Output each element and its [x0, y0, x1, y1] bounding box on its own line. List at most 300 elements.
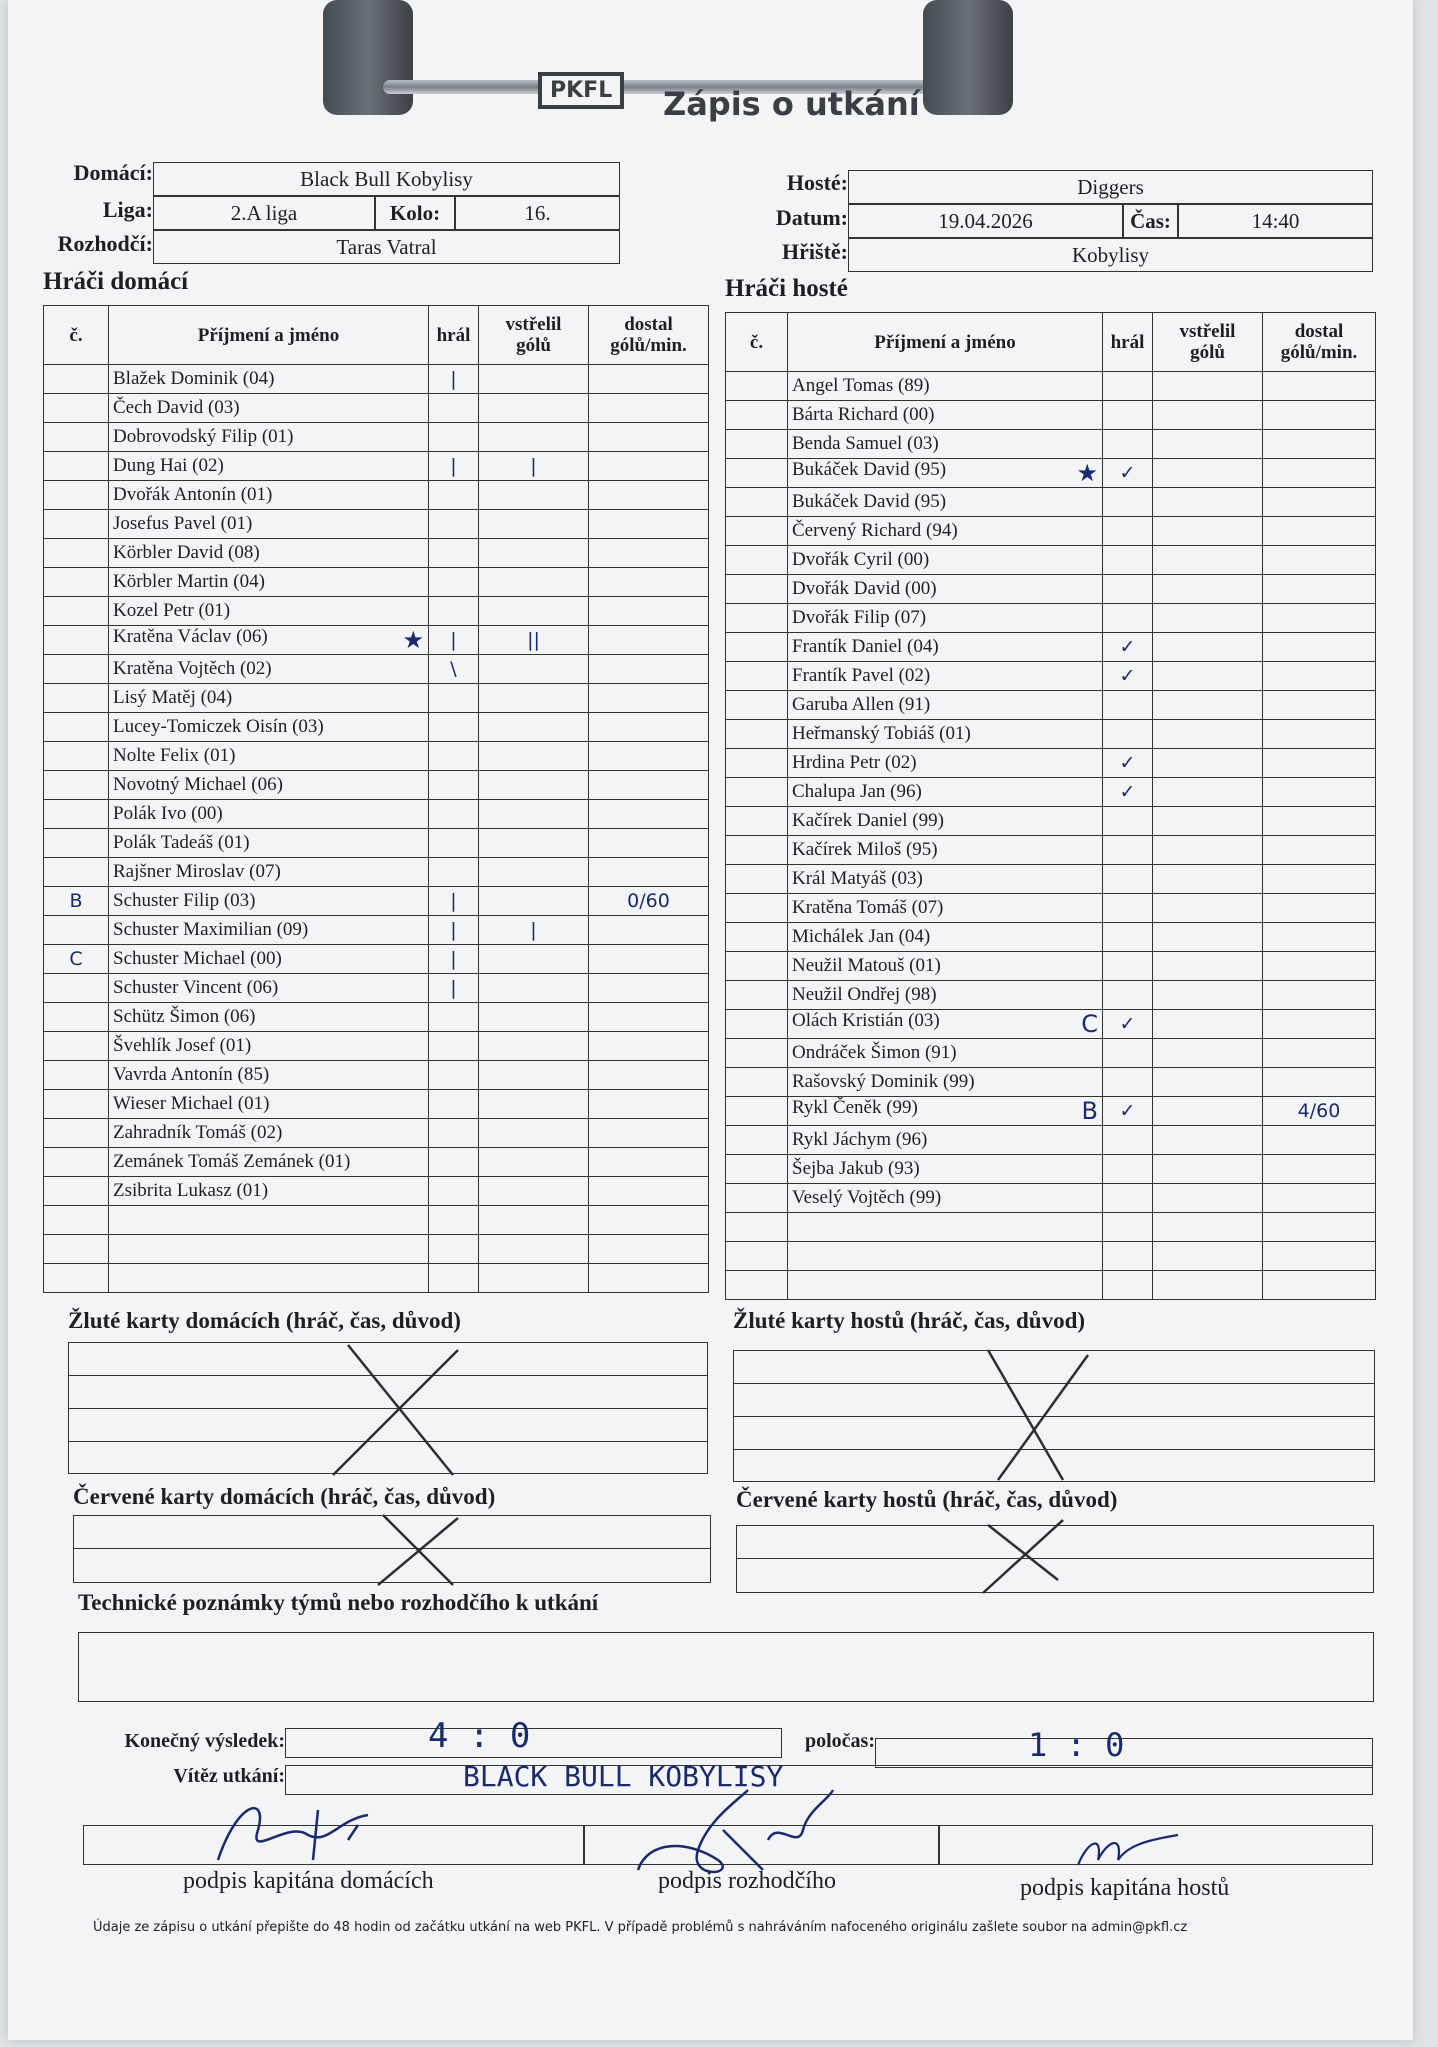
goals-cell[interactable] [1153, 720, 1263, 749]
goals-cell[interactable] [1153, 546, 1263, 575]
player-number-cell[interactable] [726, 633, 788, 662]
played-cell[interactable] [429, 829, 479, 858]
played-cell[interactable] [429, 1032, 479, 1061]
goals-cell[interactable]: | [479, 452, 589, 481]
conceded-cell[interactable] [589, 365, 709, 394]
goals-cell[interactable] [1153, 923, 1263, 952]
goals-cell[interactable]: || [479, 626, 589, 655]
conceded-cell[interactable] [589, 1177, 709, 1206]
played-cell[interactable] [1103, 1155, 1153, 1184]
conceded-cell[interactable] [1263, 894, 1376, 923]
conceded-cell[interactable] [1263, 1213, 1376, 1242]
player-name-cell[interactable]: Rykl Čeněk (99) B [788, 1097, 1103, 1126]
goals-cell[interactable] [1153, 749, 1263, 778]
goals-cell[interactable] [1153, 604, 1263, 633]
goals-cell[interactable] [1153, 1184, 1263, 1213]
player-name-cell[interactable]: Chalupa Jan (96) [788, 778, 1103, 807]
player-number-cell[interactable] [726, 459, 788, 488]
conceded-cell[interactable] [589, 539, 709, 568]
goals-cell[interactable] [1153, 894, 1263, 923]
conceded-cell[interactable] [1263, 865, 1376, 894]
player-number-cell[interactable] [726, 865, 788, 894]
player-number-cell[interactable] [44, 1061, 109, 1090]
played-cell[interactable] [1103, 430, 1153, 459]
player-number-cell[interactable] [44, 1264, 109, 1293]
player-number-cell[interactable] [44, 858, 109, 887]
home-team-field[interactable]: Black Bull Kobylisy [153, 162, 620, 196]
conceded-cell[interactable] [589, 916, 709, 945]
round-field[interactable]: 16. [455, 196, 620, 230]
played-cell[interactable] [429, 1061, 479, 1090]
player-number-cell[interactable] [726, 662, 788, 691]
player-number-cell[interactable] [726, 1155, 788, 1184]
player-number-cell[interactable] [726, 604, 788, 633]
conceded-cell[interactable] [1263, 1184, 1376, 1213]
played-cell[interactable] [429, 1148, 479, 1177]
conceded-cell[interactable] [589, 1119, 709, 1148]
played-cell[interactable] [1103, 488, 1153, 517]
time-field[interactable]: 14:40 [1178, 204, 1373, 238]
player-name-cell[interactable]: Novotný Michael (06) [109, 771, 429, 800]
player-number-cell[interactable] [44, 539, 109, 568]
player-number-cell[interactable] [726, 691, 788, 720]
player-name-cell[interactable]: Frantík Daniel (04) [788, 633, 1103, 662]
conceded-cell[interactable] [1263, 807, 1376, 836]
player-name-cell[interactable]: Kratěna Vojtěch (02) [109, 655, 429, 684]
player-number-cell[interactable] [726, 1039, 788, 1068]
player-number-cell[interactable] [44, 1003, 109, 1032]
player-name-cell[interactable]: Bukáček David (95) [788, 488, 1103, 517]
player-name-cell[interactable]: Rykl Jáchym (96) [788, 1126, 1103, 1155]
conceded-cell[interactable] [589, 626, 709, 655]
played-cell[interactable] [429, 539, 479, 568]
conceded-cell[interactable] [1263, 1068, 1376, 1097]
goals-cell[interactable] [479, 771, 589, 800]
played-cell[interactable] [1103, 836, 1153, 865]
conceded-cell[interactable] [1263, 720, 1376, 749]
played-cell[interactable]: | [429, 887, 479, 916]
conceded-cell[interactable] [1263, 546, 1376, 575]
player-number-cell[interactable]: B [44, 887, 109, 916]
goals-cell[interactable] [1153, 1097, 1263, 1126]
conceded-cell[interactable] [1263, 459, 1376, 488]
player-number-cell[interactable] [726, 488, 788, 517]
player-name-cell[interactable]: Šejba Jakub (93) [788, 1155, 1103, 1184]
player-number-cell[interactable] [726, 1271, 788, 1300]
goals-cell[interactable] [1153, 517, 1263, 546]
played-cell[interactable] [429, 394, 479, 423]
conceded-cell[interactable] [1263, 1126, 1376, 1155]
player-name-cell[interactable]: Nolte Felix (01) [109, 742, 429, 771]
player-name-cell[interactable]: Bukáček David (95) ★ [788, 459, 1103, 488]
played-cell[interactable] [1103, 720, 1153, 749]
player-name-cell[interactable]: Dvořák Antonín (01) [109, 481, 429, 510]
conceded-cell[interactable] [1263, 1010, 1376, 1039]
conceded-cell[interactable] [589, 858, 709, 887]
conceded-cell[interactable] [1263, 575, 1376, 604]
player-number-cell[interactable] [44, 1032, 109, 1061]
goals-cell[interactable] [479, 1264, 589, 1293]
conceded-cell[interactable] [1263, 749, 1376, 778]
conceded-cell[interactable] [1263, 1155, 1376, 1184]
goals-cell[interactable] [479, 945, 589, 974]
player-name-cell[interactable]: Polák Ivo (00) [109, 800, 429, 829]
played-cell[interactable] [429, 1177, 479, 1206]
player-number-cell[interactable] [44, 1206, 109, 1235]
conceded-cell[interactable] [589, 1264, 709, 1293]
conceded-cell[interactable] [1263, 1039, 1376, 1068]
player-number-cell[interactable] [44, 597, 109, 626]
played-cell[interactable] [429, 1264, 479, 1293]
played-cell[interactable] [1103, 1271, 1153, 1300]
conceded-cell[interactable] [589, 655, 709, 684]
conceded-cell[interactable] [589, 1032, 709, 1061]
goals-cell[interactable] [1153, 691, 1263, 720]
player-name-cell[interactable]: Rajšner Miroslav (07) [109, 858, 429, 887]
player-number-cell[interactable] [726, 1213, 788, 1242]
played-cell[interactable] [1103, 1126, 1153, 1155]
goals-cell[interactable] [479, 887, 589, 916]
conceded-cell[interactable] [589, 742, 709, 771]
conceded-cell[interactable] [589, 568, 709, 597]
player-number-cell[interactable] [44, 713, 109, 742]
player-name-cell[interactable]: Kačírek Miloš (95) [788, 836, 1103, 865]
played-cell[interactable] [429, 1119, 479, 1148]
conceded-cell[interactable] [589, 1235, 709, 1264]
player-name-cell[interactable] [788, 1242, 1103, 1271]
conceded-cell[interactable] [1263, 952, 1376, 981]
player-name-cell[interactable]: Dvořák Cyril (00) [788, 546, 1103, 575]
conceded-cell[interactable] [1263, 633, 1376, 662]
player-name-cell[interactable]: Josefus Pavel (01) [109, 510, 429, 539]
player-name-cell[interactable]: Schuster Michael (00) [109, 945, 429, 974]
goals-cell[interactable] [479, 1119, 589, 1148]
goals-cell[interactable] [1153, 459, 1263, 488]
player-name-cell[interactable]: Schütz Šimon (06) [109, 1003, 429, 1032]
played-cell[interactable] [1103, 923, 1153, 952]
player-number-cell[interactable] [726, 575, 788, 604]
played-cell[interactable]: | [429, 365, 479, 394]
goals-cell[interactable] [479, 684, 589, 713]
conceded-cell[interactable] [589, 481, 709, 510]
goals-cell[interactable] [479, 1235, 589, 1264]
conceded-cell[interactable] [589, 597, 709, 626]
conceded-cell[interactable] [1263, 517, 1376, 546]
player-number-cell[interactable] [44, 626, 109, 655]
player-number-cell[interactable] [44, 568, 109, 597]
goals-cell[interactable] [1153, 981, 1263, 1010]
conceded-cell[interactable] [1263, 662, 1376, 691]
goals-cell[interactable] [479, 1090, 589, 1119]
player-number-cell[interactable] [726, 749, 788, 778]
conceded-cell[interactable] [1263, 430, 1376, 459]
player-number-cell[interactable] [726, 894, 788, 923]
conceded-cell[interactable] [1263, 401, 1376, 430]
player-name-cell[interactable]: Frantík Pavel (02) [788, 662, 1103, 691]
played-cell[interactable]: ✓ [1103, 1097, 1153, 1126]
player-number-cell[interactable] [44, 974, 109, 1003]
player-name-cell[interactable]: Ondráček Šimon (91) [788, 1039, 1103, 1068]
played-cell[interactable] [1103, 1184, 1153, 1213]
played-cell[interactable] [429, 1090, 479, 1119]
player-name-cell[interactable]: Dung Hai (02) [109, 452, 429, 481]
played-cell[interactable]: | [429, 452, 479, 481]
player-name-cell[interactable]: Polák Tadeáš (01) [109, 829, 429, 858]
league-field[interactable]: 2.A liga [153, 196, 375, 230]
player-number-cell[interactable] [44, 1235, 109, 1264]
player-name-cell[interactable]: Körbler David (08) [109, 539, 429, 568]
played-cell[interactable] [429, 1206, 479, 1235]
player-name-cell[interactable]: Červený Richard (94) [788, 517, 1103, 546]
played-cell[interactable]: ✓ [1103, 749, 1153, 778]
conceded-cell[interactable] [1263, 1242, 1376, 1271]
goals-cell[interactable] [479, 858, 589, 887]
played-cell[interactable] [1103, 1068, 1153, 1097]
referee-field[interactable]: Taras Vatral [153, 230, 620, 264]
player-name-cell[interactable]: Hrdina Petr (02) [788, 749, 1103, 778]
player-name-cell[interactable]: Lisý Matěj (04) [109, 684, 429, 713]
played-cell[interactable] [429, 800, 479, 829]
player-name-cell[interactable]: Král Matyáš (03) [788, 865, 1103, 894]
conceded-cell[interactable] [589, 1090, 709, 1119]
goals-cell[interactable] [479, 481, 589, 510]
goals-cell[interactable] [1153, 778, 1263, 807]
conceded-cell[interactable] [589, 771, 709, 800]
played-cell[interactable] [429, 568, 479, 597]
player-number-cell[interactable] [726, 430, 788, 459]
player-name-cell[interactable]: Schuster Filip (03) [109, 887, 429, 916]
conceded-cell[interactable] [1263, 778, 1376, 807]
goals-cell[interactable] [479, 655, 589, 684]
played-cell[interactable] [429, 771, 479, 800]
goals-cell[interactable] [1153, 401, 1263, 430]
played-cell[interactable] [1103, 1039, 1153, 1068]
goals-cell[interactable] [479, 365, 589, 394]
player-number-cell[interactable] [44, 394, 109, 423]
player-name-cell[interactable]: Dobrovodský Filip (01) [109, 423, 429, 452]
player-number-cell[interactable] [726, 952, 788, 981]
player-name-cell[interactable]: Heřmanský Tobiáš (01) [788, 720, 1103, 749]
conceded-cell[interactable] [589, 423, 709, 452]
goals-cell[interactable] [1153, 1039, 1263, 1068]
goals-cell[interactable] [479, 1032, 589, 1061]
player-name-cell[interactable]: Michálek Jan (04) [788, 923, 1103, 952]
played-cell[interactable]: | [429, 974, 479, 1003]
player-number-cell[interactable] [726, 836, 788, 865]
player-name-cell[interactable]: Olách Kristián (03) C [788, 1010, 1103, 1039]
player-number-cell[interactable] [44, 829, 109, 858]
player-number-cell[interactable] [726, 1242, 788, 1271]
conceded-cell[interactable] [589, 1148, 709, 1177]
goals-cell[interactable] [1153, 1068, 1263, 1097]
player-number-cell[interactable] [44, 1148, 109, 1177]
player-name-cell[interactable]: Švehlík Josef (01) [109, 1032, 429, 1061]
player-name-cell[interactable]: Angel Tomas (89) [788, 372, 1103, 401]
played-cell[interactable] [1103, 952, 1153, 981]
goals-cell[interactable] [479, 742, 589, 771]
conceded-cell[interactable] [589, 829, 709, 858]
conceded-cell[interactable] [589, 1061, 709, 1090]
player-number-cell[interactable] [726, 778, 788, 807]
final-result-field[interactable] [285, 1728, 782, 1758]
conceded-cell[interactable] [589, 945, 709, 974]
played-cell[interactable] [1103, 807, 1153, 836]
player-name-cell[interactable]: Neužil Ondřej (98) [788, 981, 1103, 1010]
player-name-cell[interactable]: Zemánek Tomáš Zemánek (01) [109, 1148, 429, 1177]
conceded-cell[interactable] [1263, 981, 1376, 1010]
notes-box[interactable] [78, 1632, 1374, 1702]
conceded-cell[interactable] [1263, 836, 1376, 865]
player-number-cell[interactable] [726, 546, 788, 575]
player-name-cell[interactable]: Kratěna Tomáš (07) [788, 894, 1103, 923]
played-cell[interactable]: | [429, 945, 479, 974]
played-cell[interactable]: \ [429, 655, 479, 684]
conceded-cell[interactable] [589, 1206, 709, 1235]
player-number-cell[interactable] [44, 1119, 109, 1148]
played-cell[interactable] [429, 713, 479, 742]
player-name-cell[interactable]: Dvořák Filip (07) [788, 604, 1103, 633]
player-number-cell[interactable] [726, 1097, 788, 1126]
goals-cell[interactable] [1153, 1271, 1263, 1300]
player-number-cell[interactable] [44, 481, 109, 510]
conceded-cell[interactable] [1263, 691, 1376, 720]
player-name-cell[interactable]: Schuster Maximilian (09) [109, 916, 429, 945]
venue-field[interactable]: Kobylisy [848, 238, 1373, 272]
player-name-cell[interactable]: Wieser Michael (01) [109, 1090, 429, 1119]
player-name-cell[interactable]: Vavrda Antonín (85) [109, 1061, 429, 1090]
player-name-cell[interactable]: Schuster Vincent (06) [109, 974, 429, 1003]
played-cell[interactable] [1103, 575, 1153, 604]
player-number-cell[interactable]: C [44, 945, 109, 974]
player-number-cell[interactable] [726, 1010, 788, 1039]
conceded-cell[interactable] [589, 394, 709, 423]
player-number-cell[interactable] [726, 372, 788, 401]
played-cell[interactable] [1103, 981, 1153, 1010]
played-cell[interactable] [429, 481, 479, 510]
player-name-cell[interactable]: Benda Samuel (03) [788, 430, 1103, 459]
player-number-cell[interactable] [44, 1177, 109, 1206]
player-number-cell[interactable] [726, 401, 788, 430]
played-cell[interactable] [1103, 517, 1153, 546]
played-cell[interactable] [429, 742, 479, 771]
played-cell[interactable] [1103, 604, 1153, 633]
player-number-cell[interactable] [44, 771, 109, 800]
goals-cell[interactable] [479, 539, 589, 568]
conceded-cell[interactable] [589, 452, 709, 481]
goals-cell[interactable] [479, 568, 589, 597]
goals-cell[interactable] [479, 829, 589, 858]
played-cell[interactable] [429, 1003, 479, 1032]
player-name-cell[interactable] [788, 1271, 1103, 1300]
goals-cell[interactable] [1153, 1213, 1263, 1242]
goals-cell[interactable] [1153, 575, 1263, 604]
player-name-cell[interactable] [109, 1235, 429, 1264]
player-number-cell[interactable] [44, 1090, 109, 1119]
played-cell[interactable] [429, 597, 479, 626]
goals-cell[interactable] [1153, 865, 1263, 894]
player-number-cell[interactable] [44, 742, 109, 771]
played-cell[interactable]: | [429, 626, 479, 655]
player-name-cell[interactable]: Dvořák David (00) [788, 575, 1103, 604]
player-name-cell[interactable]: Kratěna Václav (06) ★ [109, 626, 429, 655]
goals-cell[interactable] [479, 713, 589, 742]
goals-cell[interactable] [479, 1206, 589, 1235]
played-cell[interactable]: ✓ [1103, 459, 1153, 488]
played-cell[interactable]: ✓ [1103, 633, 1153, 662]
conceded-cell[interactable] [1263, 488, 1376, 517]
player-name-cell[interactable]: Bárta Richard (00) [788, 401, 1103, 430]
goals-cell[interactable] [479, 800, 589, 829]
player-number-cell[interactable] [44, 684, 109, 713]
conceded-cell[interactable] [589, 713, 709, 742]
conceded-cell[interactable] [1263, 372, 1376, 401]
player-number-cell[interactable] [726, 1068, 788, 1097]
played-cell[interactable]: ✓ [1103, 1010, 1153, 1039]
goals-cell[interactable] [479, 974, 589, 1003]
player-number-cell[interactable] [44, 655, 109, 684]
player-number-cell[interactable] [726, 1184, 788, 1213]
goals-cell[interactable] [479, 1148, 589, 1177]
played-cell[interactable] [429, 423, 479, 452]
conceded-cell[interactable] [589, 800, 709, 829]
goals-cell[interactable] [1153, 807, 1263, 836]
played-cell[interactable]: ✓ [1103, 778, 1153, 807]
goals-cell[interactable] [1153, 372, 1263, 401]
played-cell[interactable] [1103, 691, 1153, 720]
played-cell[interactable] [429, 684, 479, 713]
goals-cell[interactable] [479, 1177, 589, 1206]
goals-cell[interactable] [1153, 430, 1263, 459]
goals-cell[interactable] [1153, 488, 1263, 517]
goals-cell[interactable] [1153, 1155, 1263, 1184]
conceded-cell[interactable] [589, 1003, 709, 1032]
player-name-cell[interactable]: Neužil Matouš (01) [788, 952, 1103, 981]
goals-cell[interactable] [1153, 1242, 1263, 1271]
goals-cell[interactable]: | [479, 916, 589, 945]
player-number-cell[interactable] [44, 916, 109, 945]
player-name-cell[interactable]: Kačírek Daniel (99) [788, 807, 1103, 836]
player-name-cell[interactable]: Zsibrita Lukasz (01) [109, 1177, 429, 1206]
player-name-cell[interactable]: Blažek Dominik (04) [109, 365, 429, 394]
goals-cell[interactable] [479, 597, 589, 626]
conceded-cell[interactable] [589, 974, 709, 1003]
player-name-cell[interactable]: Kozel Petr (01) [109, 597, 429, 626]
conceded-cell[interactable]: 4/60 [1263, 1097, 1376, 1126]
played-cell[interactable] [429, 1235, 479, 1264]
goals-cell[interactable] [479, 1003, 589, 1032]
played-cell[interactable] [429, 858, 479, 887]
player-number-cell[interactable] [726, 517, 788, 546]
goals-cell[interactable] [479, 510, 589, 539]
goals-cell[interactable] [1153, 836, 1263, 865]
goals-cell[interactable] [479, 423, 589, 452]
player-number-cell[interactable] [726, 1126, 788, 1155]
goals-cell[interactable] [1153, 952, 1263, 981]
player-name-cell[interactable]: Čech David (03) [109, 394, 429, 423]
player-name-cell[interactable] [109, 1264, 429, 1293]
conceded-cell[interactable] [1263, 1271, 1376, 1300]
played-cell[interactable] [1103, 1213, 1153, 1242]
player-name-cell[interactable] [788, 1213, 1103, 1242]
played-cell[interactable] [429, 510, 479, 539]
conceded-cell[interactable] [589, 510, 709, 539]
player-number-cell[interactable] [44, 510, 109, 539]
played-cell[interactable] [1103, 894, 1153, 923]
conceded-cell[interactable] [1263, 923, 1376, 952]
player-name-cell[interactable]: Veselý Vojtěch (99) [788, 1184, 1103, 1213]
conceded-cell[interactable]: 0/60 [589, 887, 709, 916]
player-number-cell[interactable] [44, 365, 109, 394]
